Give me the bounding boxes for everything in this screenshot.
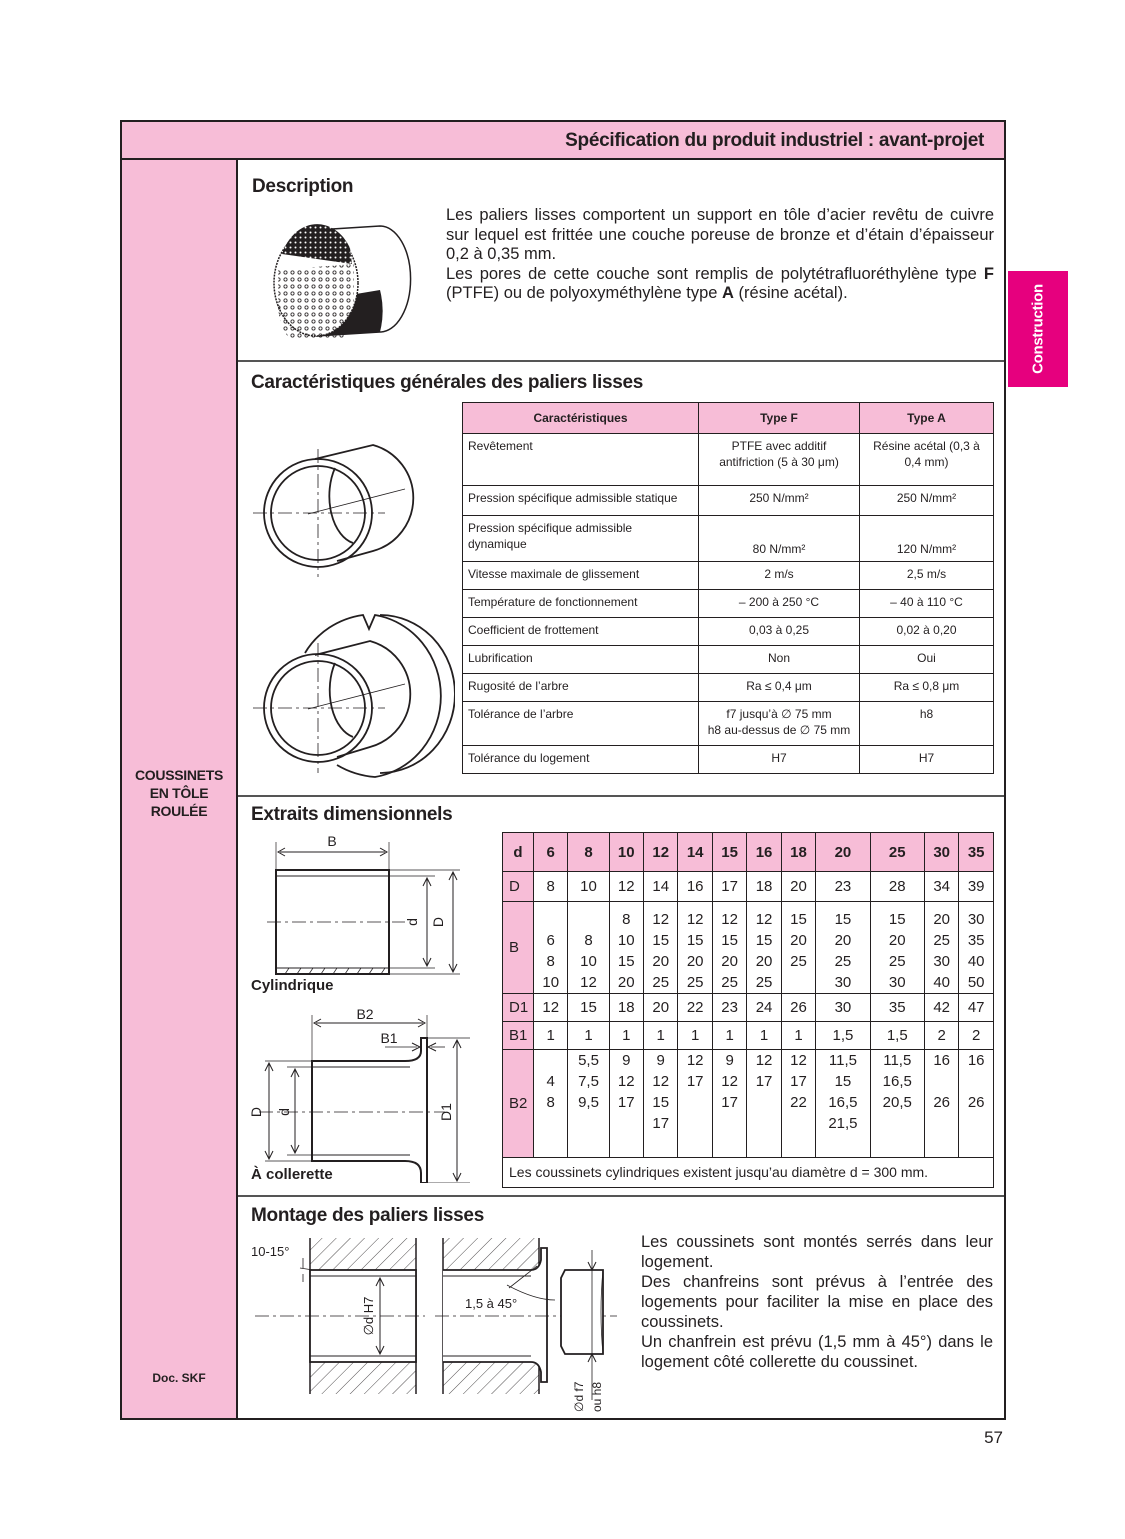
dim-cell-b1: 1 bbox=[712, 1022, 746, 1050]
section-divider bbox=[238, 360, 1004, 362]
dim-value: 15 bbox=[652, 1094, 670, 1111]
dim-cell-d: 20 bbox=[781, 872, 815, 902]
dim-value: 20 bbox=[888, 932, 906, 949]
type-a-value: H7 bbox=[860, 746, 994, 774]
dim-cell-d: 15 bbox=[712, 833, 746, 872]
mounting-text: Des chanfreins sont prévus à l’entrée des logements pour faciliter la mise en place des coussinets. bbox=[641, 1273, 993, 1331]
dim-cell-d1: 47 bbox=[959, 994, 994, 1022]
text-run: (PTFE) ou de polyoxyméthylène type bbox=[446, 284, 723, 302]
dim-value: 12 bbox=[580, 974, 597, 991]
row-label: Température de fonctionnement bbox=[463, 590, 699, 618]
dim-value: 5,5 bbox=[578, 1052, 599, 1069]
dim-value: 9,5 bbox=[578, 1094, 599, 1111]
type-f-value: 2 m/s bbox=[699, 562, 860, 590]
dim-value: 12 bbox=[721, 1073, 738, 1090]
table-row bbox=[463, 674, 994, 702]
dim-value: 30 bbox=[967, 911, 985, 928]
section-tab-label: Construction bbox=[1029, 284, 1047, 374]
row-header: d bbox=[503, 833, 534, 872]
section-divider bbox=[238, 795, 1004, 797]
dim-value: 15 bbox=[834, 911, 852, 928]
table-row-D bbox=[503, 872, 994, 902]
dim-value: 15 bbox=[652, 932, 670, 949]
table-row-B2 bbox=[503, 1050, 994, 1158]
row-header: B1 bbox=[503, 1022, 534, 1050]
dimensions-title: Extraits dimensionnels bbox=[251, 804, 453, 825]
type-a-value: 250 N/mm² bbox=[860, 486, 994, 516]
dim-cell-d: 35 bbox=[959, 833, 994, 872]
table-row-D1 bbox=[503, 994, 994, 1022]
mounting-text: Un chanfrein est prévu (1,5 mm à 45°) dans le logement côté collerette du coussinet. bbox=[641, 1333, 993, 1371]
dim-value: 26 bbox=[967, 1094, 985, 1111]
dim-value: 12 bbox=[652, 911, 670, 928]
table-row bbox=[463, 590, 994, 618]
text-run: Les pores de cette couche sont remplis de polytétrafluoréthylène type bbox=[446, 264, 984, 283]
dim-value bbox=[570, 909, 606, 930]
dim-value: 25 bbox=[933, 932, 950, 949]
dim-value: 16 bbox=[967, 1052, 985, 1069]
dim-value: 40 bbox=[967, 953, 985, 970]
table-row bbox=[463, 646, 994, 674]
dim-cell-b1: 1 bbox=[568, 1022, 609, 1050]
dim-value: 30 bbox=[933, 953, 950, 970]
dim-value: 11,5 bbox=[828, 1052, 857, 1069]
dim-value bbox=[680, 1113, 709, 1134]
dim-label-d: d bbox=[404, 918, 420, 926]
dim-value: 9 bbox=[725, 1052, 734, 1069]
type-f-value bbox=[699, 702, 860, 746]
type-f-value: 80 N/mm² bbox=[699, 516, 860, 562]
dim-cell-b2 bbox=[678, 1050, 712, 1158]
type-a-value: 120 N/mm² bbox=[860, 516, 994, 562]
type-a-value: Oui bbox=[860, 646, 994, 674]
dim-cell-b2 bbox=[870, 1050, 924, 1158]
dim-cell-d: 14 bbox=[678, 833, 712, 872]
page-title: Spécification du produit industriel : avant-projet bbox=[565, 130, 984, 151]
dim-value: 17 bbox=[652, 1115, 670, 1132]
column-header: Type A bbox=[860, 403, 994, 434]
table-row-d bbox=[503, 833, 994, 872]
dim-cell-b1: 1 bbox=[643, 1022, 677, 1050]
dim-cell-d: 23 bbox=[816, 872, 870, 902]
dim-value: 15 bbox=[686, 932, 704, 949]
dim-cell-b bbox=[534, 902, 568, 994]
dim-cell-d: 16 bbox=[747, 833, 781, 872]
dim-cell-d1: 15 bbox=[568, 994, 609, 1022]
sidebar bbox=[122, 160, 238, 1418]
dim-label-d: d bbox=[276, 1108, 292, 1116]
dim-value: 7,5 bbox=[578, 1073, 599, 1090]
cylindrical-label: Cylindrique bbox=[251, 977, 334, 994]
table-row-B1 bbox=[503, 1022, 994, 1050]
row-label: Vitesse maximale de glissement bbox=[463, 562, 699, 590]
dim-cell-b bbox=[816, 902, 870, 994]
bore-tolerance-label: ∅d H7 bbox=[361, 1296, 376, 1336]
table-header-row bbox=[463, 403, 994, 434]
dim-cell-b1: 1 bbox=[609, 1022, 643, 1050]
characteristics-title: Caractéristiques générales des paliers lisses bbox=[251, 372, 644, 393]
dim-cell-b2 bbox=[568, 1050, 609, 1158]
dim-value: 12 bbox=[755, 1052, 773, 1069]
dim-value: 25 bbox=[790, 953, 807, 970]
sidebar-label-line: ROULÉE bbox=[150, 803, 208, 819]
page-header bbox=[122, 122, 1004, 160]
dim-value: 6 bbox=[546, 932, 555, 949]
characteristics-table bbox=[462, 402, 994, 774]
dim-value bbox=[927, 1113, 956, 1134]
dim-cell-b bbox=[870, 902, 924, 994]
row-header: D bbox=[503, 872, 534, 902]
dim-label-b: B bbox=[327, 833, 337, 849]
dim-cell-b2 bbox=[609, 1050, 643, 1158]
dim-cell-b bbox=[712, 902, 746, 994]
dim-value: 20 bbox=[834, 932, 852, 949]
type-f-value: 0,03 à 0,25 bbox=[699, 618, 860, 646]
row-label: Coefficient de frottement bbox=[463, 618, 699, 646]
table-row bbox=[463, 516, 994, 562]
dim-cell-d: 30 bbox=[924, 833, 958, 872]
dim-value bbox=[749, 1113, 778, 1134]
dim-cell-b2 bbox=[816, 1050, 870, 1158]
dim-cell-d1: 30 bbox=[816, 994, 870, 1022]
dim-value bbox=[612, 1113, 641, 1134]
dim-cell-b2 bbox=[747, 1050, 781, 1158]
dim-value bbox=[570, 1113, 606, 1134]
section-divider bbox=[238, 1195, 1004, 1197]
dim-cell-d1: 23 bbox=[712, 994, 746, 1022]
type-f-label: F bbox=[983, 264, 994, 283]
dim-value: 22 bbox=[790, 1094, 807, 1111]
dim-value: 20 bbox=[652, 953, 670, 970]
dim-cell-d1: 26 bbox=[781, 994, 815, 1022]
dim-cell-d: 12 bbox=[609, 872, 643, 902]
sidebar-category-label bbox=[122, 766, 236, 820]
dim-cell-b1: 1 bbox=[747, 1022, 781, 1050]
shaft-tolerance-label: ∅d f7 bbox=[572, 1381, 586, 1412]
dim-value: 15 bbox=[834, 1073, 852, 1090]
flanged-label: À collerette bbox=[251, 1166, 333, 1183]
dim-value: 25 bbox=[652, 974, 670, 991]
row-header: B bbox=[503, 902, 534, 994]
dim-value: 11,5 bbox=[883, 1052, 912, 1069]
dim-value: 8 bbox=[622, 911, 631, 928]
dim-value: 20 bbox=[721, 953, 738, 970]
dim-cell-b bbox=[781, 902, 815, 994]
sidebar-label-line: EN TÔLE bbox=[149, 785, 209, 801]
table-row bbox=[463, 746, 994, 774]
table-row bbox=[463, 486, 994, 516]
row-header: D1 bbox=[503, 994, 534, 1022]
dim-value: 25 bbox=[721, 974, 738, 991]
dim-value: 17 bbox=[755, 1073, 773, 1090]
dim-cell-b2 bbox=[781, 1050, 815, 1158]
dim-cell-d: 16 bbox=[678, 872, 712, 902]
dim-cell-d: 25 bbox=[870, 833, 924, 872]
mounting-title: Montage des paliers lisses bbox=[251, 1205, 484, 1226]
dim-value bbox=[784, 1113, 813, 1134]
dimensions-table bbox=[502, 832, 994, 1188]
dim-cell-b1: 1 bbox=[678, 1022, 712, 1050]
dim-value: 10 bbox=[617, 932, 635, 949]
dim-value: 12 bbox=[790, 1052, 807, 1069]
value-line: h8 au-dessus de ∅ 75 mm bbox=[707, 723, 851, 737]
dim-cell-d1: 42 bbox=[924, 994, 958, 1022]
dim-value bbox=[536, 1050, 565, 1071]
dim-cell-b1: 2 bbox=[924, 1022, 958, 1050]
dim-cell-d1: 18 bbox=[609, 994, 643, 1022]
dim-cell-b1: 1,5 bbox=[816, 1022, 870, 1050]
sidebar-label-line: COUSSINETS bbox=[134, 767, 223, 783]
dim-value bbox=[680, 1092, 709, 1113]
type-a-value: h8 bbox=[860, 702, 994, 746]
dim-cell-b2 bbox=[712, 1050, 746, 1158]
dim-value: 16,5 bbox=[828, 1094, 858, 1111]
dim-cell-d1: 12 bbox=[534, 994, 568, 1022]
dim-cell-d: 14 bbox=[643, 872, 677, 902]
table-row bbox=[463, 562, 994, 590]
dim-cell-d: 12 bbox=[643, 833, 677, 872]
text-run: (résine acétal). bbox=[733, 284, 848, 302]
table-note-row bbox=[503, 1158, 994, 1188]
dim-cell-b bbox=[959, 902, 994, 994]
value-line: f7 jusqu’à ∅ 75 mm bbox=[726, 707, 832, 721]
dim-label-D: D bbox=[430, 916, 446, 928]
dim-cell-b bbox=[568, 902, 609, 994]
dim-value bbox=[536, 1113, 565, 1134]
description-text bbox=[446, 265, 994, 304]
dim-cell-b1: 1,5 bbox=[870, 1022, 924, 1050]
dim-value bbox=[961, 1113, 991, 1134]
type-f-value: – 200 à 250 °C bbox=[699, 590, 860, 618]
dim-label-D1: D1 bbox=[438, 1103, 454, 1121]
dim-cell-b bbox=[609, 902, 643, 994]
dim-value: 17 bbox=[790, 1073, 807, 1090]
mounting-text: Les coussinets sont montés serrés dans leur logement. bbox=[641, 1233, 993, 1271]
dim-value: 26 bbox=[933, 1094, 950, 1111]
dim-value: 10 bbox=[580, 953, 597, 970]
dim-value: 30 bbox=[888, 974, 906, 991]
table-note: Les coussinets cylindriques existent jusqu’au diamètre d = 300 mm. bbox=[503, 1158, 994, 1188]
dim-cell-b bbox=[924, 902, 958, 994]
bearing-photo-illustration bbox=[268, 220, 416, 340]
dim-value: 17 bbox=[686, 1073, 704, 1090]
dim-cell-d: 8 bbox=[568, 833, 609, 872]
dim-value: 4 bbox=[546, 1073, 555, 1090]
dim-cell-d: 6 bbox=[534, 833, 568, 872]
row-header: B2 bbox=[503, 1050, 534, 1158]
row-label: Tolérance du logement bbox=[463, 746, 699, 774]
dim-value: 20 bbox=[755, 953, 773, 970]
table-row bbox=[463, 434, 994, 486]
dim-value: 35 bbox=[967, 932, 985, 949]
row-label: Pression spécifique admissible dynamique bbox=[463, 516, 699, 562]
dim-value bbox=[749, 1092, 778, 1113]
cylindrical-bearing-drawing bbox=[245, 830, 470, 980]
dim-value: 50 bbox=[967, 974, 985, 991]
dim-value: 15 bbox=[721, 932, 738, 949]
type-a-value: Ra ≤ 0,8 μm bbox=[860, 674, 994, 702]
type-f-value: Ra ≤ 0,4 μm bbox=[699, 674, 860, 702]
dim-cell-b2 bbox=[959, 1050, 994, 1158]
description-text: Les paliers lisses comportent un support en tôle d’acier revêtu de cuivre sur lequel est frittée une couche poreuse de bronze et d’étain d’épaisseur 0,2 à 0,35 mm. bbox=[446, 206, 994, 263]
column-header: Caractéristiques bbox=[463, 403, 699, 434]
type-a-value: 2,5 m/s bbox=[860, 562, 994, 590]
dim-value bbox=[536, 909, 565, 930]
dim-value: 17 bbox=[721, 1094, 738, 1111]
dim-value: 12 bbox=[721, 911, 738, 928]
dim-value: 12 bbox=[686, 1052, 704, 1069]
dim-value: 9 bbox=[622, 1052, 631, 1069]
row-label: Rugosité de l’arbre bbox=[463, 674, 699, 702]
type-a-value: Résine acétal (0,3 à 0,4 mm) bbox=[860, 434, 994, 486]
section-tab-construction bbox=[1008, 271, 1068, 387]
type-a-label: A bbox=[722, 284, 734, 302]
type-f-value: H7 bbox=[699, 746, 860, 774]
dim-cell-b1: 1 bbox=[534, 1022, 568, 1050]
dim-value: 10 bbox=[542, 974, 560, 991]
dim-value: 15 bbox=[790, 911, 807, 928]
dim-value bbox=[927, 1071, 956, 1092]
shaft-tolerance-label-alt: ou h8 bbox=[590, 1381, 604, 1412]
type-f-value: 250 N/mm² bbox=[699, 486, 860, 516]
dim-cell-b2 bbox=[924, 1050, 958, 1158]
table-row bbox=[463, 702, 994, 746]
dim-value: 16,5 bbox=[882, 1073, 912, 1090]
dim-value: 17 bbox=[617, 1094, 635, 1111]
dim-value: 8 bbox=[584, 932, 593, 949]
angle-label: 10-15° bbox=[251, 1244, 290, 1259]
description-paragraph bbox=[446, 206, 994, 304]
dim-cell-d: 8 bbox=[534, 872, 568, 902]
dim-value bbox=[784, 972, 813, 993]
dim-value: 12 bbox=[652, 1073, 670, 1090]
dim-value bbox=[961, 1071, 991, 1092]
dim-value: 40 bbox=[933, 974, 950, 991]
dim-cell-b1: 2 bbox=[959, 1022, 994, 1050]
type-f-value: PTFE avec additif antifriction (5 à 30 μm) bbox=[699, 434, 860, 486]
dim-cell-d: 20 bbox=[816, 833, 870, 872]
dim-cell-d1: 20 bbox=[643, 994, 677, 1022]
page-number: 57 bbox=[984, 1428, 1003, 1447]
dim-cell-d: 34 bbox=[924, 872, 958, 902]
type-f-value: Non bbox=[699, 646, 860, 674]
dim-value: 20 bbox=[686, 953, 704, 970]
dim-value bbox=[873, 1113, 922, 1134]
dim-value: 8 bbox=[546, 1094, 555, 1111]
dim-cell-d1: 22 bbox=[678, 994, 712, 1022]
dim-cell-d: 39 bbox=[959, 872, 994, 902]
dim-cell-d1: 24 bbox=[747, 994, 781, 1022]
dim-value: 9 bbox=[656, 1052, 665, 1069]
dim-value: 20 bbox=[933, 911, 950, 928]
dim-cell-d: 18 bbox=[747, 872, 781, 902]
dim-value: 20,5 bbox=[882, 1094, 912, 1111]
dim-label-D: D bbox=[248, 1106, 264, 1118]
dim-value: 25 bbox=[686, 974, 704, 991]
dim-cell-d: 10 bbox=[568, 872, 609, 902]
row-label: Lubrification bbox=[463, 646, 699, 674]
dim-value: 25 bbox=[755, 974, 773, 991]
bearing-isometric-drawings bbox=[245, 415, 455, 790]
dim-label-b2: B2 bbox=[356, 1006, 374, 1022]
description-title: Description bbox=[252, 176, 354, 197]
dim-cell-b2 bbox=[643, 1050, 677, 1158]
table-row-B bbox=[503, 902, 994, 994]
dim-value: 25 bbox=[888, 953, 906, 970]
dim-cell-d: 28 bbox=[870, 872, 924, 902]
dim-value bbox=[715, 1113, 744, 1134]
dim-cell-b bbox=[678, 902, 712, 994]
row-label: Pression spécifique admissible statique bbox=[463, 486, 699, 516]
mounting-paragraph bbox=[641, 1232, 993, 1372]
type-a-value: 0,02 à 0,20 bbox=[860, 618, 994, 646]
dim-value: 12 bbox=[617, 1073, 635, 1090]
dim-value: 20 bbox=[790, 932, 807, 949]
column-header: Type F bbox=[699, 403, 860, 434]
type-a-value: – 40 à 110 °C bbox=[860, 590, 994, 618]
dim-value: 16 bbox=[933, 1052, 950, 1069]
dim-cell-d1: 35 bbox=[870, 994, 924, 1022]
dim-cell-b bbox=[643, 902, 677, 994]
dim-value: 15 bbox=[888, 911, 906, 928]
dim-value: 21,5 bbox=[828, 1115, 858, 1132]
dim-value: 20 bbox=[617, 974, 635, 991]
dim-cell-b bbox=[747, 902, 781, 994]
dim-cell-b1: 1 bbox=[781, 1022, 815, 1050]
row-label: Tolérance de l’arbre bbox=[463, 702, 699, 746]
dim-value: 12 bbox=[755, 911, 773, 928]
dim-cell-b2 bbox=[534, 1050, 568, 1158]
dim-value: 15 bbox=[755, 932, 773, 949]
dim-value: 25 bbox=[834, 953, 852, 970]
chamfer-label: 1,5 à 45° bbox=[465, 1296, 518, 1311]
dim-value: 12 bbox=[686, 911, 704, 928]
dim-label-b1: B1 bbox=[380, 1030, 398, 1046]
mounting-drawing bbox=[245, 1230, 625, 1420]
dim-cell-d: 18 bbox=[781, 833, 815, 872]
dim-value: 8 bbox=[546, 953, 555, 970]
row-label: Revêtement bbox=[463, 434, 699, 486]
dim-cell-d: 10 bbox=[609, 833, 643, 872]
flanged-bearing-drawing bbox=[245, 1003, 470, 1183]
dim-cell-d: 17 bbox=[712, 872, 746, 902]
dim-value: 30 bbox=[834, 974, 852, 991]
source-credit: Doc. SKF bbox=[152, 1371, 206, 1385]
dim-value: 15 bbox=[617, 953, 635, 970]
table-row bbox=[463, 618, 994, 646]
